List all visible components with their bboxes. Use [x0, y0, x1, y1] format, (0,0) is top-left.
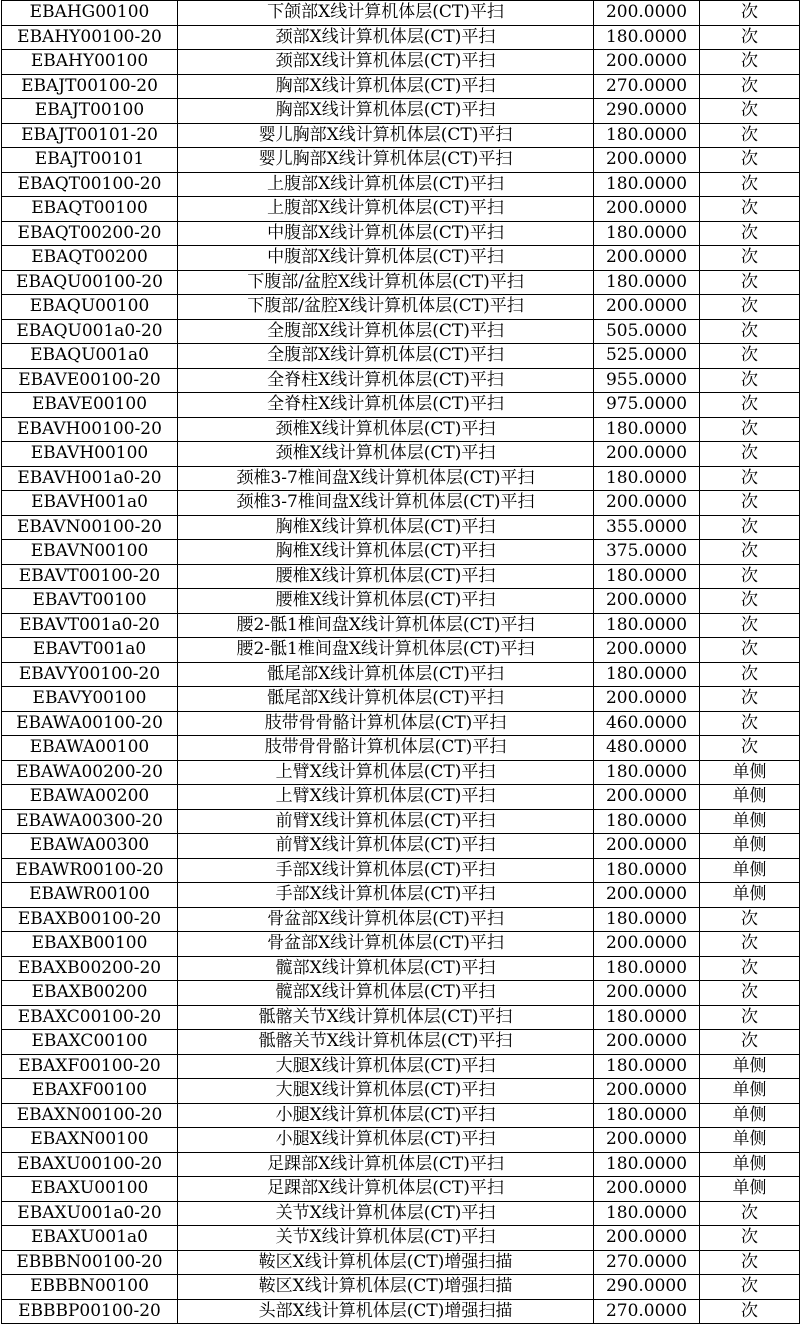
item-code-cell: EBAXB00200-20: [2, 956, 178, 981]
item-code-cell: EBAQT00200: [2, 246, 178, 271]
item-name-cell: 下腹部/盆腔X线计算机体层(CT)平扫: [178, 295, 594, 320]
table-row: [2, 932, 800, 957]
unit-cell: 次: [700, 907, 800, 932]
item-name-cell: 全腹部X线计算机体层(CT)平扫: [178, 319, 594, 344]
table-row: [2, 1103, 800, 1128]
price-cell: 200.0000: [594, 1226, 700, 1251]
unit-cell: 次: [700, 25, 800, 50]
table-row: [2, 687, 800, 712]
price-cell: 270.0000: [594, 1250, 700, 1275]
item-code-cell: EBAXN00100: [2, 1128, 178, 1153]
item-name-cell: 颈椎X线计算机体层(CT)平扫: [178, 417, 594, 442]
unit-cell: 单侧: [700, 785, 800, 810]
table-row: [2, 785, 800, 810]
item-name-cell: 全脊柱X线计算机体层(CT)平扫: [178, 368, 594, 393]
table-row: [2, 1030, 800, 1055]
item-code-cell: EBAJT00101: [2, 148, 178, 173]
item-name-cell: 腰2-骶1椎间盘X线计算机体层(CT)平扫: [178, 613, 594, 638]
price-cell: 180.0000: [594, 956, 700, 981]
price-cell: 200.0000: [594, 246, 700, 271]
table-row: [2, 981, 800, 1006]
table-row: [2, 638, 800, 663]
price-cell: 180.0000: [594, 564, 700, 589]
unit-cell: 次: [700, 540, 800, 565]
price-cell: 200.0000: [594, 1079, 700, 1104]
item-name-cell: 颈椎3-7椎间盘X线计算机体层(CT)平扫: [178, 466, 594, 491]
price-cell: 200.0000: [594, 1, 700, 26]
unit-cell: 次: [700, 687, 800, 712]
item-name-cell: 足踝部X线计算机体层(CT)平扫: [178, 1177, 594, 1202]
item-code-cell: EBAHY00100: [2, 50, 178, 75]
item-name-cell: 腰椎X线计算机体层(CT)平扫: [178, 564, 594, 589]
item-code-cell: EBBBN00100-20: [2, 1250, 178, 1275]
unit-cell: 次: [700, 1299, 800, 1324]
unit-cell: 次: [700, 221, 800, 246]
unit-cell: 次: [700, 1005, 800, 1030]
unit-cell: 次: [700, 442, 800, 467]
item-code-cell: EBAQU00100-20: [2, 270, 178, 295]
unit-cell: 单侧: [700, 1103, 800, 1128]
item-code-cell: EBBBP00100-20: [2, 1299, 178, 1324]
unit-cell: 次: [700, 1030, 800, 1055]
unit-cell: 单侧: [700, 809, 800, 834]
item-code-cell: EBAXU00100: [2, 1177, 178, 1202]
unit-cell: 单侧: [700, 883, 800, 908]
table-row: [2, 319, 800, 344]
item-code-cell: EBAVT00100: [2, 589, 178, 614]
unit-cell: 次: [700, 344, 800, 369]
table-row: [2, 123, 800, 148]
item-name-cell: 关节X线计算机体层(CT)平扫: [178, 1201, 594, 1226]
table-row: [2, 589, 800, 614]
unit-cell: 次: [700, 246, 800, 271]
item-name-cell: 婴儿胸部X线计算机体层(CT)平扫: [178, 123, 594, 148]
item-code-cell: EBAWA00100: [2, 736, 178, 761]
unit-cell: 次: [700, 589, 800, 614]
item-name-cell: 胸椎X线计算机体层(CT)平扫: [178, 515, 594, 540]
item-name-cell: 髋部X线计算机体层(CT)平扫: [178, 981, 594, 1006]
item-name-cell: 前臂X线计算机体层(CT)平扫: [178, 809, 594, 834]
table-row: [2, 148, 800, 173]
price-cell: 200.0000: [594, 197, 700, 222]
table-body: [2, 1, 800, 1324]
item-code-cell: EBAXU00100-20: [2, 1152, 178, 1177]
table-row: [2, 295, 800, 320]
item-code-cell: EBAJT00100-20: [2, 74, 178, 99]
unit-cell: 次: [700, 295, 800, 320]
item-code-cell: EBBBN00100: [2, 1275, 178, 1300]
price-cell: 460.0000: [594, 711, 700, 736]
item-name-cell: 中腹部X线计算机体层(CT)平扫: [178, 246, 594, 271]
price-cell: 270.0000: [594, 74, 700, 99]
unit-cell: 次: [700, 123, 800, 148]
item-name-cell: 骨盆部X线计算机体层(CT)平扫: [178, 932, 594, 957]
item-code-cell: EBAHY00100-20: [2, 25, 178, 50]
unit-cell: 次: [700, 491, 800, 516]
item-code-cell: EBAXU001a0-20: [2, 1201, 178, 1226]
unit-cell: 次: [700, 1, 800, 26]
item-code-cell: EBAVT001a0-20: [2, 613, 178, 638]
item-code-cell: EBAVY00100: [2, 687, 178, 712]
unit-cell: 次: [700, 711, 800, 736]
item-name-cell: 颈部X线计算机体层(CT)平扫: [178, 25, 594, 50]
unit-cell: 次: [700, 197, 800, 222]
item-name-cell: 骶尾部X线计算机体层(CT)平扫: [178, 662, 594, 687]
unit-cell: 单侧: [700, 1128, 800, 1153]
item-code-cell: EBAVY00100-20: [2, 662, 178, 687]
table-row: [2, 417, 800, 442]
item-name-cell: 胸椎X线计算机体层(CT)平扫: [178, 540, 594, 565]
item-name-cell: 足踝部X线计算机体层(CT)平扫: [178, 1152, 594, 1177]
price-cell: 180.0000: [594, 1201, 700, 1226]
price-cell: 200.0000: [594, 50, 700, 75]
table-row: [2, 1275, 800, 1300]
table-row: [2, 1128, 800, 1153]
price-cell: 290.0000: [594, 99, 700, 124]
table-row: [2, 613, 800, 638]
unit-cell: 次: [700, 662, 800, 687]
item-code-cell: EBAXB00100: [2, 932, 178, 957]
price-cell: 200.0000: [594, 295, 700, 320]
table-row: [2, 956, 800, 981]
item-code-cell: EBAJT00100: [2, 99, 178, 124]
item-name-cell: 颈部X线计算机体层(CT)平扫: [178, 50, 594, 75]
unit-cell: 次: [700, 981, 800, 1006]
unit-cell: 次: [700, 319, 800, 344]
item-code-cell: EBAWA00100-20: [2, 711, 178, 736]
price-cell: 200.0000: [594, 1030, 700, 1055]
item-name-cell: 大腿X线计算机体层(CT)平扫: [178, 1079, 594, 1104]
unit-cell: 次: [700, 1250, 800, 1275]
unit-cell: 次: [700, 1275, 800, 1300]
item-name-cell: 上腹部X线计算机体层(CT)平扫: [178, 197, 594, 222]
table-row: [2, 491, 800, 516]
table-row: [2, 1005, 800, 1030]
price-cell: 180.0000: [594, 858, 700, 883]
table-row: [2, 99, 800, 124]
item-code-cell: EBAVH001a0: [2, 491, 178, 516]
unit-cell: 次: [700, 393, 800, 418]
item-code-cell: EBAWA00300-20: [2, 809, 178, 834]
item-code-cell: EBAVN00100: [2, 540, 178, 565]
unit-cell: 次: [700, 1226, 800, 1251]
unit-cell: 次: [700, 564, 800, 589]
item-name-cell: 骶髂关节X线计算机体层(CT)平扫: [178, 1005, 594, 1030]
unit-cell: 次: [700, 515, 800, 540]
price-cell: 200.0000: [594, 491, 700, 516]
item-code-cell: EBAVE00100-20: [2, 368, 178, 393]
item-name-cell: 腰2-骶1椎间盘X线计算机体层(CT)平扫: [178, 638, 594, 663]
table-row: [2, 834, 800, 859]
unit-cell: 次: [700, 172, 800, 197]
item-code-cell: EBAVT001a0: [2, 638, 178, 663]
price-cell: 180.0000: [594, 417, 700, 442]
item-code-cell: EBAXN00100-20: [2, 1103, 178, 1128]
unit-cell: 单侧: [700, 1177, 800, 1202]
unit-cell: 次: [700, 956, 800, 981]
item-name-cell: 髋部X线计算机体层(CT)平扫: [178, 956, 594, 981]
item-name-cell: 颈椎X线计算机体层(CT)平扫: [178, 442, 594, 467]
item-name-cell: 上腹部X线计算机体层(CT)平扫: [178, 172, 594, 197]
item-code-cell: EBAVN00100-20: [2, 515, 178, 540]
item-code-cell: EBAXB00200: [2, 981, 178, 1006]
table-row: [2, 1054, 800, 1079]
unit-cell: 次: [700, 932, 800, 957]
item-name-cell: 骶尾部X线计算机体层(CT)平扫: [178, 687, 594, 712]
item-name-cell: 上臂X线计算机体层(CT)平扫: [178, 760, 594, 785]
table-row: [2, 662, 800, 687]
table-row: [2, 760, 800, 785]
table-row: [2, 1079, 800, 1104]
price-cell: 200.0000: [594, 981, 700, 1006]
item-name-cell: 关节X线计算机体层(CT)平扫: [178, 1226, 594, 1251]
item-code-cell: EBAQT00100-20: [2, 172, 178, 197]
table-row: [2, 711, 800, 736]
item-code-cell: EBAVH00100: [2, 442, 178, 467]
price-cell: 180.0000: [594, 907, 700, 932]
price-cell: 180.0000: [594, 613, 700, 638]
unit-cell: 次: [700, 74, 800, 99]
price-cell: 955.0000: [594, 368, 700, 393]
unit-cell: 单侧: [700, 760, 800, 785]
table-row: [2, 1, 800, 26]
price-cell: 180.0000: [594, 172, 700, 197]
table-row: [2, 1299, 800, 1324]
item-name-cell: 婴儿胸部X线计算机体层(CT)平扫: [178, 148, 594, 173]
price-cell: 200.0000: [594, 148, 700, 173]
price-cell: 375.0000: [594, 540, 700, 565]
unit-cell: 单侧: [700, 1152, 800, 1177]
item-name-cell: 腰椎X线计算机体层(CT)平扫: [178, 589, 594, 614]
price-cell: 180.0000: [594, 1103, 700, 1128]
price-cell: 180.0000: [594, 466, 700, 491]
item-code-cell: EBAVT00100-20: [2, 564, 178, 589]
table-row: [2, 172, 800, 197]
price-cell: 180.0000: [594, 1054, 700, 1079]
unit-cell: 次: [700, 99, 800, 124]
table-row: [2, 197, 800, 222]
price-cell: 180.0000: [594, 270, 700, 295]
unit-cell: 次: [700, 148, 800, 173]
price-cell: 355.0000: [594, 515, 700, 540]
pricing-table: [1, 0, 800, 1324]
price-cell: 200.0000: [594, 883, 700, 908]
price-cell: 200.0000: [594, 834, 700, 859]
price-cell: 200.0000: [594, 932, 700, 957]
table-row: [2, 270, 800, 295]
item-code-cell: EBAVE00100: [2, 393, 178, 418]
item-code-cell: EBAQT00200-20: [2, 221, 178, 246]
item-name-cell: 下腹部/盆腔X线计算机体层(CT)平扫: [178, 270, 594, 295]
item-name-cell: 胸部X线计算机体层(CT)平扫: [178, 74, 594, 99]
item-code-cell: EBAWR00100-20: [2, 858, 178, 883]
item-code-cell: EBAXB00100-20: [2, 907, 178, 932]
table-row: [2, 1201, 800, 1226]
item-code-cell: EBAXC00100: [2, 1030, 178, 1055]
item-name-cell: 鞍区X线计算机体层(CT)增强扫描: [178, 1275, 594, 1300]
price-cell: 200.0000: [594, 785, 700, 810]
table-row: [2, 466, 800, 491]
item-code-cell: EBAXU001a0: [2, 1226, 178, 1251]
item-code-cell: EBAWA00200: [2, 785, 178, 810]
price-cell: 180.0000: [594, 760, 700, 785]
item-name-cell: 全脊柱X线计算机体层(CT)平扫: [178, 393, 594, 418]
item-name-cell: 肢带骨骨骼计算机体层(CT)平扫: [178, 736, 594, 761]
table-row: [2, 858, 800, 883]
table-row: [2, 1177, 800, 1202]
price-cell: 270.0000: [594, 1299, 700, 1324]
table-row: [2, 368, 800, 393]
item-name-cell: 骨盆部X线计算机体层(CT)平扫: [178, 907, 594, 932]
item-code-cell: EBAXF00100: [2, 1079, 178, 1104]
unit-cell: 次: [700, 1201, 800, 1226]
price-cell: 480.0000: [594, 736, 700, 761]
item-name-cell: 小腿X线计算机体层(CT)平扫: [178, 1128, 594, 1153]
price-cell: 975.0000: [594, 393, 700, 418]
table-row: [2, 540, 800, 565]
price-cell: 200.0000: [594, 442, 700, 467]
item-name-cell: 鞍区X线计算机体层(CT)增强扫描: [178, 1250, 594, 1275]
table-row: [2, 74, 800, 99]
price-cell: 180.0000: [594, 25, 700, 50]
table-row: [2, 393, 800, 418]
item-code-cell: EBAHG00100: [2, 1, 178, 26]
unit-cell: 次: [700, 613, 800, 638]
item-name-cell: 头部X线计算机体层(CT)增强扫描: [178, 1299, 594, 1324]
price-cell: 180.0000: [594, 123, 700, 148]
item-code-cell: EBAWR00100: [2, 883, 178, 908]
item-code-cell: EBAXF00100-20: [2, 1054, 178, 1079]
price-cell: 200.0000: [594, 1177, 700, 1202]
item-name-cell: 手部X线计算机体层(CT)平扫: [178, 883, 594, 908]
item-name-cell: 手部X线计算机体层(CT)平扫: [178, 858, 594, 883]
unit-cell: 单侧: [700, 1054, 800, 1079]
price-cell: 200.0000: [594, 1128, 700, 1153]
item-code-cell: EBAWA00300: [2, 834, 178, 859]
price-cell: 525.0000: [594, 344, 700, 369]
unit-cell: 次: [700, 368, 800, 393]
unit-cell: 次: [700, 466, 800, 491]
unit-cell: 次: [700, 417, 800, 442]
item-code-cell: EBAVH001a0-20: [2, 466, 178, 491]
table-row: [2, 1250, 800, 1275]
table-row: [2, 221, 800, 246]
item-name-cell: 胸部X线计算机体层(CT)平扫: [178, 99, 594, 124]
item-name-cell: 骶髂关节X线计算机体层(CT)平扫: [178, 1030, 594, 1055]
table-row: [2, 246, 800, 271]
table-row: [2, 907, 800, 932]
table-row: [2, 442, 800, 467]
table-row: [2, 883, 800, 908]
price-cell: 180.0000: [594, 662, 700, 687]
price-cell: 290.0000: [594, 1275, 700, 1300]
table-row: [2, 25, 800, 50]
price-cell: 200.0000: [594, 589, 700, 614]
item-code-cell: EBAXC00100-20: [2, 1005, 178, 1030]
unit-cell: 单侧: [700, 834, 800, 859]
item-code-cell: EBAQU00100: [2, 295, 178, 320]
price-cell: 200.0000: [594, 638, 700, 663]
item-code-cell: EBAVH00100-20: [2, 417, 178, 442]
unit-cell: 次: [700, 638, 800, 663]
table-row: [2, 50, 800, 75]
table-row: [2, 564, 800, 589]
item-code-cell: EBAQU001a0: [2, 344, 178, 369]
unit-cell: 单侧: [700, 1079, 800, 1104]
unit-cell: 次: [700, 50, 800, 75]
price-cell: 180.0000: [594, 809, 700, 834]
table-row: [2, 736, 800, 761]
item-code-cell: EBAJT00101-20: [2, 123, 178, 148]
unit-cell: 单侧: [700, 858, 800, 883]
table-row: [2, 344, 800, 369]
item-name-cell: 全腹部X线计算机体层(CT)平扫: [178, 344, 594, 369]
item-name-cell: 前臂X线计算机体层(CT)平扫: [178, 834, 594, 859]
item-name-cell: 颈椎3-7椎间盘X线计算机体层(CT)平扫: [178, 491, 594, 516]
item-code-cell: EBAQU001a0-20: [2, 319, 178, 344]
item-code-cell: EBAQT00100: [2, 197, 178, 222]
unit-cell: 次: [700, 736, 800, 761]
unit-cell: 次: [700, 270, 800, 295]
item-name-cell: 小腿X线计算机体层(CT)平扫: [178, 1103, 594, 1128]
table-row: [2, 809, 800, 834]
price-cell: 180.0000: [594, 1152, 700, 1177]
item-name-cell: 肢带骨骨骼计算机体层(CT)平扫: [178, 711, 594, 736]
table-row: [2, 515, 800, 540]
item-name-cell: 中腹部X线计算机体层(CT)平扫: [178, 221, 594, 246]
item-name-cell: 下颌部X线计算机体层(CT)平扫: [178, 1, 594, 26]
table-row: [2, 1152, 800, 1177]
price-cell: 200.0000: [594, 687, 700, 712]
item-name-cell: 大腿X线计算机体层(CT)平扫: [178, 1054, 594, 1079]
price-cell: 180.0000: [594, 221, 700, 246]
price-cell: 180.0000: [594, 1005, 700, 1030]
price-cell: 505.0000: [594, 319, 700, 344]
item-code-cell: EBAWA00200-20: [2, 760, 178, 785]
item-name-cell: 上臂X线计算机体层(CT)平扫: [178, 785, 594, 810]
table-row: [2, 1226, 800, 1251]
